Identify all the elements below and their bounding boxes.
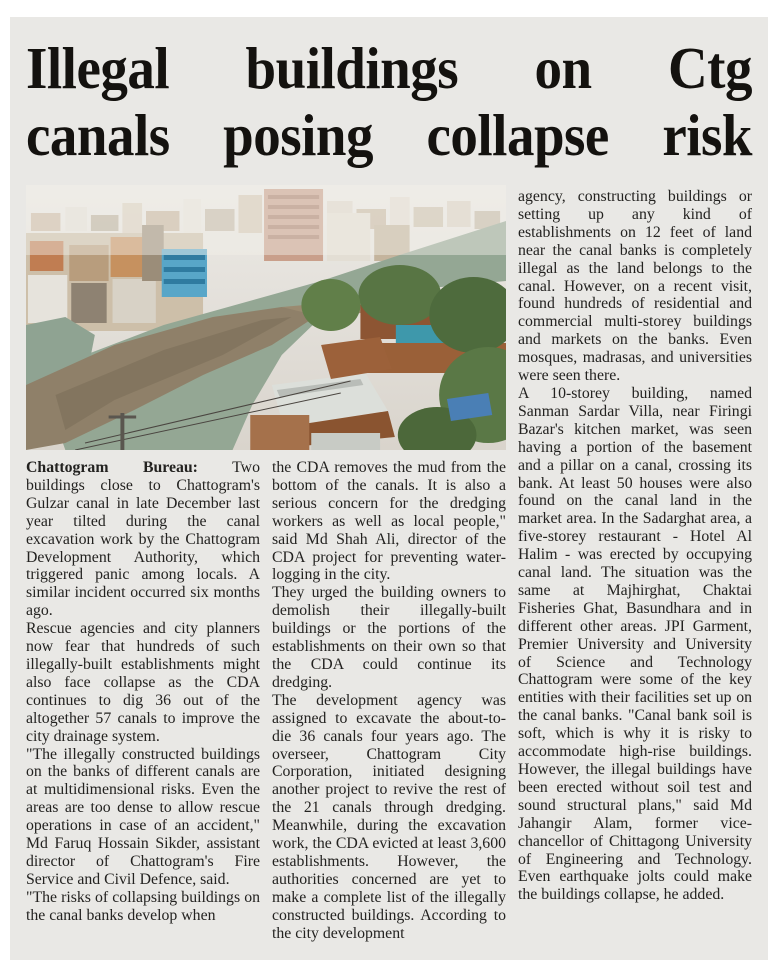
- headline-line-1: [26, 32, 752, 104]
- body-paragraph: The development agency was assigned to excavate the about-to-die 36 canals four years ago. The overseer, Chattogram City Corporation, initiated designing another project to revive the rest of the 21 canals through dredging. Meanwhile, during the excavation work, the CDA evicted at least 3,600 establishments. However, the authorities concerned are yet to make a complete list of the illegally constructed buildings. According to the city development: [272, 691, 506, 942]
- headline-word: collapse: [426, 102, 609, 168]
- headline-word: risk: [662, 102, 752, 168]
- body-paragraph: They urged the building owners to demolish their illegally-built buildings or the portions of the establishments on their own so that the CDA could continue its dredging.: [272, 584, 506, 691]
- column-1-paragraphs: [26, 620, 260, 924]
- article-body: [26, 185, 752, 942]
- column-2-paragraphs: [272, 459, 506, 942]
- headline-word: on: [534, 35, 592, 101]
- newspaper-clipping: [10, 17, 768, 960]
- lead-text: Two buildings close to Chattogram's Gulzar canal in late December last year tilted during the canal excavation work by the Chattogram Development Authority, which triggered panic among locals. A similar incident occurred six months ago.: [26, 459, 260, 620]
- column-3-paragraphs: [518, 188, 752, 904]
- body-paragraph: "The illegally constructed buildings on the banks of different canals are at multidimensional risks. Even the areas are too dense to allow rescue operations in case of an accident," Md Faruq Hossain Sikder, assistant director of Chattogram's Fire Service and Civil Defence, said.: [26, 745, 260, 888]
- headline-word: Illegal: [26, 35, 170, 101]
- body-paragraph: A 10-storey building, named Sanman Sardar Villa, near Firingi Bazar's kitchen market, was seen having a portion of the basement and a pillar on a canal, crossing its bank. At least 50 houses were also found on the canal land in the market area. In the Sadarghat area, a five-storey restaurant - Hotel Al Halim - was erected by occupying canal land. The situation was the same at Majhirghat, Chaktai Fisheries Ghat, Basundhara and in different other areas. JPI Garment, Premier University and University of Science and Technology Chattogram were some of the key entities with their facilities set up on the canal banks. "Canal bank soil is soft, which is why it is risky to accommodate high-rise buildings. However, the illegal buildings have been erected without soil test and sound structural plans," said Md Jahangir Alam, former vice-chancellor of Chittagong University of Engineering and Technology. Even earthquake jolts could make the buildings collapse, he added.: [518, 384, 752, 904]
- headline-word: buildings: [245, 35, 459, 101]
- body-paragraph: agency, constructing buildings or setting up any kind of establishments on 12 feet of land near the canal banks is completely illegal as the land belongs to the canal. However, on a recent visit, found hundreds of residential and commercial multi-storey buildings and markets on the banks. Even mosques, madrasas, and universities were seen there.: [518, 188, 752, 385]
- headline-word: Ctg: [667, 35, 752, 101]
- headline-word: canals: [26, 102, 170, 168]
- body-paragraph: the CDA removes the mud from the bottom of the canals. It is also a serious concern for the dredging workers as well as local people," said Md Shah Ali, director of the CDA project for preventing water-logging in the city.: [272, 459, 506, 584]
- dateline: Chattogram Bureau:: [26, 459, 198, 476]
- headline-line-2: [26, 99, 752, 171]
- text-column-2: [272, 459, 506, 942]
- text-column-3: [518, 185, 752, 942]
- article-headline: [26, 35, 752, 169]
- headline-word: posing: [223, 102, 374, 168]
- lead-paragraph: [26, 459, 260, 620]
- article-photo: [26, 185, 506, 450]
- text-column-1: [26, 459, 260, 942]
- body-paragraph: "The risks of collapsing buildings on the canal banks develop when: [26, 888, 260, 924]
- body-paragraph: Rescue agencies and city planners now fear that hundreds of such illegally-built establishments might also face collapse as the CDA continues to dig 36 out of the altogether 57 canals to improve the city drainage system.: [26, 620, 260, 745]
- canal-aerial-photo-illustration: [26, 185, 506, 450]
